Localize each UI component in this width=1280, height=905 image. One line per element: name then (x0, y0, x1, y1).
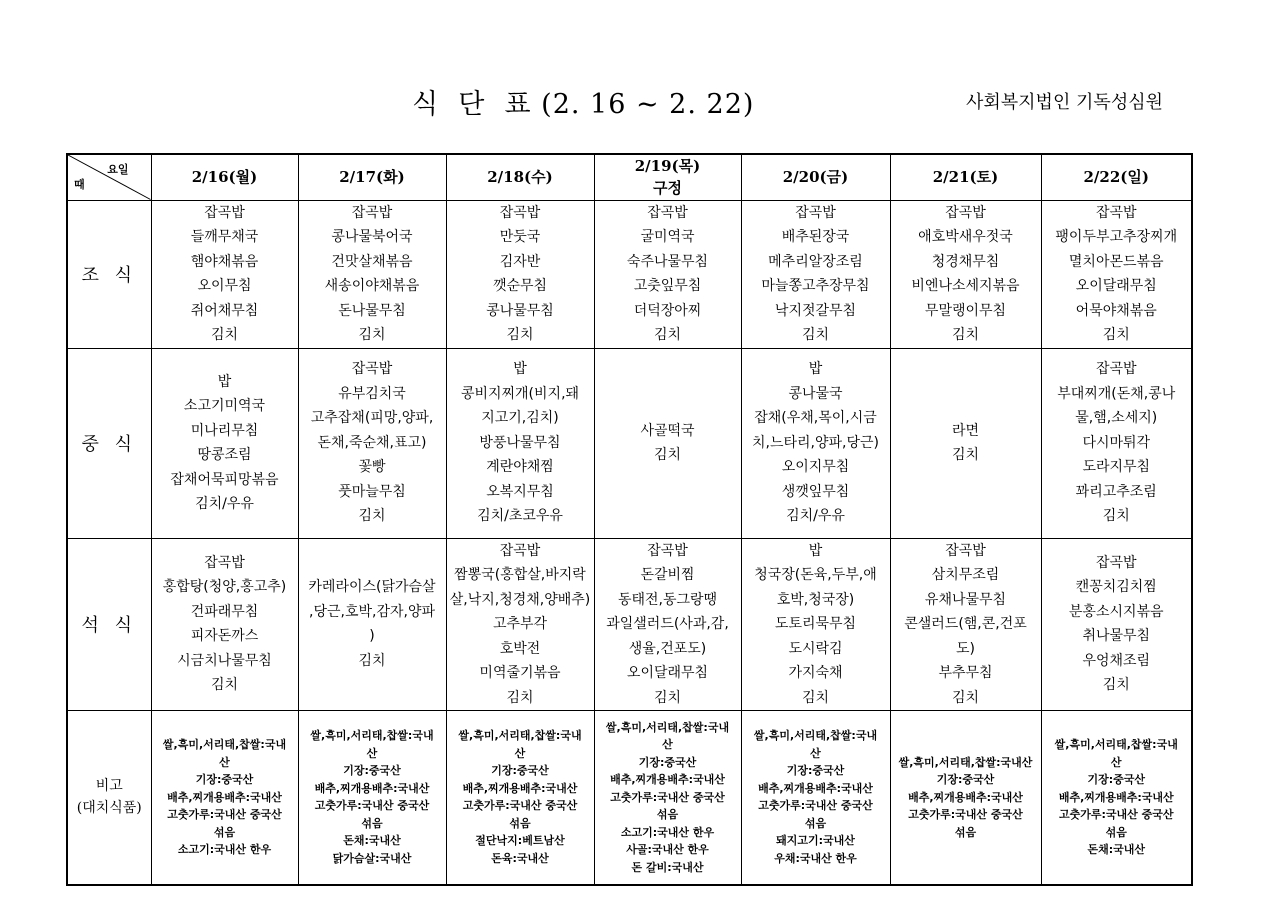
cell-line: 섞음 (509, 816, 531, 830)
cell-line: 섞음 (804, 816, 827, 830)
cell-line: 고추잡채(피망,양파, (310, 410, 434, 427)
cell-line: 과일샐러드(사과,감, (606, 616, 729, 632)
dinner-cell (298, 538, 446, 711)
breakfast-cell (1041, 200, 1192, 348)
cell-line: 방풍나물무침 (479, 434, 561, 451)
day-header-text: 2/21(토) (932, 168, 999, 187)
cell-line: 라면 (951, 422, 980, 439)
cell-line: 김치 (801, 327, 830, 343)
cell-line: 돼지고기:국내산 (776, 834, 855, 848)
cell-line: 콩나물무침 (486, 302, 554, 319)
cell-line: 김치/우유 (195, 496, 254, 512)
cell-line: 지고기,김치) (481, 410, 559, 427)
cell-line: 도시락김 (788, 640, 843, 657)
notes-label-text: 비고 (95, 778, 123, 795)
cell-line: 물,햄,소세지) (1075, 410, 1158, 427)
day-header (151, 154, 298, 200)
origin-note-cell (298, 711, 446, 885)
cell-line: 가지숙채 (788, 665, 843, 681)
cell-line: 우채:국내산 한우 (774, 851, 857, 865)
cell-line: 김자반 (499, 253, 541, 270)
cell-line: 시금치나물무침 (177, 652, 272, 669)
day-header (594, 154, 741, 200)
cell-line: 쌀,흑미,서리태,찹쌀:국내 (162, 738, 287, 751)
cell-line: 숙주나물무침 (626, 253, 709, 270)
cell-line: 고춧가루:국내산 중국산 (314, 799, 430, 813)
cell-line: 김치 (653, 689, 682, 706)
cell-line: 기장:중국산 (491, 764, 549, 778)
lunch-cell (298, 348, 446, 538)
cell-line: 산 (219, 755, 230, 769)
cell-line: 밥 (808, 361, 823, 378)
cell-line: 풋마늘무침 (338, 483, 406, 500)
cell-line: 고춧가루:국내산 중국산 (610, 790, 725, 804)
cell-line: 밥 (808, 542, 823, 559)
cell-line: 배추된장국 (781, 229, 850, 245)
lunch-row (67, 348, 1192, 538)
cell-line: 소고기:국내산 한우 (620, 825, 715, 839)
cell-line: 김치 (506, 327, 534, 343)
cell-line: 무말랭이무침 (924, 302, 1007, 319)
cell-line: 콘샐러드(햄,콘,건포 (904, 616, 1027, 632)
cell-line: 사골:국내산 한우 (626, 843, 709, 856)
origin-note-cell (741, 711, 890, 885)
cell-line: 건맛살채볶음 (331, 253, 413, 270)
cell-line: 홍합탕(청양,홍고추) (162, 579, 287, 596)
corner-day-label: 요일 (107, 163, 129, 176)
cell-line: 김치/우유 (786, 508, 845, 525)
cell-line: 생깻잎무침 (781, 483, 850, 500)
cell-line: 도) (956, 640, 975, 657)
cell-line: 잡곡밥 (1095, 554, 1137, 571)
cell-line: 잡곡밥 (351, 361, 393, 378)
cell-line: 김치 (951, 327, 980, 343)
breakfast-cell (594, 200, 741, 348)
breakfast-cell (741, 200, 890, 348)
dinner-cell (594, 538, 741, 711)
day-header (298, 154, 446, 200)
cell-line: 배추,찌개용배추:국내산 (610, 773, 725, 786)
cell-line: 다시마튀각 (1082, 434, 1151, 451)
cell-line: 김치 (210, 677, 239, 694)
day-header-text: 2/22(일) (1083, 168, 1149, 187)
cell-line: 산 (366, 746, 378, 760)
breakfast-row (67, 200, 1192, 348)
cell-line: 쥐어채무침 (190, 302, 259, 319)
cell-line: 잡곡밥 (647, 542, 688, 559)
cell-line: 배추,찌개용배추:국내산 (758, 781, 873, 795)
cell-line: 호박,청국장) (776, 591, 855, 608)
cell-line: 깻순무침 (492, 278, 548, 294)
cell-line: 꽃빵 (358, 459, 386, 476)
cell-line: 카레라이스(닭가슴살 (308, 579, 436, 596)
cell-line: ) (369, 628, 375, 645)
cell-line: 미나리무침 (190, 422, 259, 439)
cell-line: 섞음 (361, 816, 383, 830)
dinner-cell (151, 538, 298, 711)
cell-line: 쌀,흑미,서리태,찹쌀:국내 (310, 729, 434, 743)
cell-line: 미역줄기볶음 (479, 665, 561, 681)
notes-row (67, 711, 1192, 885)
cell-line: 취나물무침 (1082, 628, 1151, 645)
cell-line: 절단낙지:베트남산 (475, 834, 565, 848)
cell-line: 기장:중국산 (786, 764, 845, 778)
cell-line: 돈육:국내산 (491, 851, 549, 865)
day-header-text: 2/20(금) (782, 168, 849, 187)
cell-line: 굴미역국 (640, 229, 695, 245)
cell-line: 오이지무침 (781, 459, 850, 476)
breakfast-cell (446, 200, 594, 348)
cell-line: 닭가슴살:국내산 (332, 851, 412, 865)
cell-line: 애호박새우젓국 (918, 229, 1013, 245)
cell-line: 낙지젓갈무침 (774, 302, 857, 319)
day-header (1041, 154, 1192, 200)
dinner-cell (1041, 538, 1192, 711)
cell-line: 김치 (1102, 327, 1130, 343)
cell-line: 김치 (506, 689, 534, 706)
cell-line: 배추,찌개용배추:국내산 (1058, 790, 1174, 804)
cell-line: 김치 (951, 447, 980, 463)
day-header-text: 2/18(수) (487, 168, 553, 187)
notes-label (67, 711, 151, 885)
cell-line: 기장:중국산 (936, 773, 995, 786)
cell-line: 잡곡밥 (351, 204, 393, 221)
breakfast-cell (890, 200, 1041, 348)
origin-note-cell (890, 711, 1041, 885)
cell-line: 분홍소시지볶음 (1068, 603, 1164, 620)
cell-line: 오복지무침 (486, 483, 554, 500)
cell-line: 건파래무침 (190, 603, 259, 620)
cell-line: 더덕장아찌 (633, 302, 702, 319)
breakfast-cell (151, 200, 298, 348)
cell-line: 고춧가루:국내산 중국산 (908, 808, 1023, 821)
dinner-cell (890, 538, 1041, 711)
cell-line: 계란야채찜 (486, 459, 554, 476)
cell-line: 사골떡국 (640, 422, 695, 439)
cell-line: 기장:중국산 (343, 764, 401, 778)
day-header (446, 154, 594, 200)
corner-meal-label: 때 (74, 177, 85, 191)
cell-line: 오이달래무침 (1075, 278, 1157, 294)
cell-line: 잡곡밥 (945, 542, 986, 559)
cell-line: 소고기미역국 (183, 398, 266, 414)
cell-line: 잡채(우채,목이,시금 (754, 410, 877, 427)
cell-line: 김치 (653, 447, 682, 463)
cell-line: 팽이두부고추장찌개 (1055, 229, 1178, 245)
cell-line: 도라지무침 (1082, 459, 1151, 476)
cell-line: 생율,건포도) (628, 640, 707, 657)
lunch-cell (1041, 348, 1192, 538)
cell-line: 쌀,흑미,서리태,찹쌀:국내 (753, 729, 878, 743)
notes-label-text: (대치식품) (76, 800, 142, 817)
header-row (67, 154, 1192, 200)
cell-line: 기장:중국산 (638, 755, 697, 769)
cell-line: 잡곡밥 (499, 204, 541, 221)
cell-line: ,당근,호박,감자,양파 (309, 603, 435, 620)
cell-line: 콩나물북어국 (331, 229, 413, 245)
cell-line: 치,느타리,양파,당근) (751, 434, 879, 451)
organization-name: 사회복지법인 기독성심원 (966, 92, 1163, 113)
cell-line: 고춧가루:국내산 중국산 (462, 799, 578, 813)
cell-line: 만둣국 (499, 229, 541, 245)
lunch-cell (151, 348, 298, 538)
lunch-cell (446, 348, 594, 538)
cell-line: 땅콩조림 (197, 447, 252, 463)
cell-line: 산 (514, 746, 526, 760)
day-header-text: 구정 (653, 179, 682, 198)
cell-line: 잡곡밥 (1095, 361, 1137, 378)
cell-line: 꽈리고추조림 (1075, 483, 1157, 500)
cell-line: 고춧가루:국내산 중국산 (1059, 808, 1174, 821)
cell-line: 김치 (358, 508, 386, 525)
dinner-cell (741, 538, 890, 711)
cell-line: 쌀,흑미,서리태,찹쌀:국내 (1054, 738, 1178, 751)
cell-line: 오이무침 (197, 278, 252, 294)
cell-line: 잡곡밥 (204, 204, 245, 221)
cell-line: 섞음 (1105, 825, 1127, 839)
cell-line: 배추,찌개용배추:국내산 (167, 790, 282, 804)
breakfast-label: 조 식 (67, 200, 151, 348)
cell-line: 잡곡밥 (647, 204, 688, 221)
page-title: 식 단 표 (2. 16 ~ 2. 22) (412, 89, 755, 120)
cell-line: 비엔나소세지볶음 (911, 278, 1020, 294)
lunch-cell (890, 348, 1041, 538)
cell-line: 기장:중국산 (195, 773, 254, 786)
lunch-label: 중 식 (67, 348, 151, 538)
cell-line: 돈채:국내산 (1087, 843, 1146, 856)
cell-line: 고춧잎무침 (633, 278, 702, 294)
cell-line: 김치 (210, 327, 239, 343)
cell-line: 잡채어묵피망볶음 (170, 471, 279, 488)
cell-line: 김치/초코우유 (477, 508, 563, 525)
cell-line: 호박전 (499, 640, 541, 657)
cell-line: 소고기:국내산 한우 (177, 843, 272, 856)
lunch-cell (741, 348, 890, 538)
cell-line: 잡곡밥 (204, 554, 245, 571)
day-header (890, 154, 1041, 200)
day-header-text: 2/19(목) (634, 157, 701, 176)
menu-table (66, 153, 1193, 886)
cell-line: 짬뽕국(홍합살,바지락 (454, 567, 586, 583)
lunch-cell (594, 348, 741, 538)
cell-line: 도토리묵무침 (774, 616, 857, 632)
cell-line: 김치 (1102, 677, 1130, 694)
cell-line: 돈나물무침 (338, 302, 406, 319)
cell-line: 돈 갈비:국내산 (631, 860, 704, 874)
cell-line: 김치 (801, 689, 830, 706)
day-header-text: 2/16(월) (191, 168, 258, 187)
cell-line: 삼치무조림 (931, 567, 1000, 583)
cell-line: 배추,찌개용배추:국내산 (908, 790, 1023, 804)
dinner-cell (446, 538, 594, 711)
cell-line: 쌀,흑미,서리태,찹쌀:국내 (458, 729, 582, 743)
origin-note-cell (446, 711, 594, 885)
cell-line: 들깨무채국 (190, 229, 259, 245)
cell-line: 우엉채조림 (1082, 652, 1151, 669)
cell-line: 김치 (1102, 508, 1130, 525)
cell-line: 잡곡밥 (499, 542, 541, 559)
cell-line: 김치 (653, 327, 682, 343)
cell-line: 돈갈비찜 (640, 567, 695, 583)
cell-line: 배추,찌개용배추:국내산 (314, 781, 430, 795)
cell-line: 마늘쫑고추장무침 (761, 278, 870, 294)
day-header (741, 154, 890, 200)
cell-line: 피자돈까스 (190, 628, 259, 645)
origin-note-cell (1041, 711, 1192, 885)
cell-line: 어묵야채볶음 (1075, 302, 1157, 319)
cell-line: 메추리알장조림 (768, 253, 863, 270)
cell-line: 김치 (951, 689, 980, 706)
cell-line: 산 (810, 746, 821, 760)
dinner-label: 석 식 (67, 538, 151, 711)
cell-line: 김치 (358, 327, 386, 343)
cell-line: 잡곡밥 (795, 204, 836, 221)
corner-cell (67, 154, 151, 200)
cell-line: 콩비지찌개(비지,돼 (460, 385, 580, 402)
cell-line: 밥 (513, 361, 527, 378)
cell-line: 고춧가루:국내산 중국산 (758, 799, 873, 813)
cell-line: 햄야채볶음 (190, 253, 259, 270)
cell-line: 오이달래무침 (626, 665, 709, 681)
cell-line: 유부김치국 (338, 385, 406, 402)
cell-line: 돈채:국내산 (343, 834, 401, 848)
cell-line: 쌀,흑미,서리태,찹쌀:국내 (605, 720, 730, 734)
cell-line: 동태전,동그랑땡 (617, 591, 718, 608)
cell-line: 청경채무침 (931, 253, 1000, 270)
cell-line: 기장:중국산 (1087, 773, 1146, 786)
breakfast-cell (298, 200, 446, 348)
cell-line: 산 (1110, 755, 1122, 769)
cell-line: 잡곡밥 (945, 204, 986, 221)
cell-line: 멸치아몬드볶음 (1068, 253, 1164, 270)
cell-line: 쌀,흑미,서리태,찹쌀:국내산 (898, 755, 1033, 769)
cell-line: 돈채,죽순채,표고) (317, 434, 427, 451)
origin-note-cell (151, 711, 298, 885)
cell-line: 새송이야채볶음 (324, 278, 420, 294)
cell-line: 고춧가루:국내산 중국산 (167, 808, 282, 821)
dinner-row (67, 538, 1192, 711)
cell-line: 부대찌개(돈채,콩나 (1057, 385, 1176, 402)
origin-note-cell (594, 711, 741, 885)
cell-line: 산 (662, 738, 673, 751)
cell-line: 밥 (217, 373, 232, 390)
cell-line: 섞음 (656, 808, 679, 821)
cell-line: 고추부각 (492, 616, 548, 632)
cell-line: 섞음 (954, 825, 977, 839)
cell-line: 김치 (358, 652, 386, 669)
cell-line: 부추무침 (938, 665, 993, 681)
cell-line: 섞음 (213, 825, 236, 839)
cell-line: 배추,찌개용배추:국내산 (462, 781, 578, 795)
cell-line: 유채나물무침 (924, 591, 1007, 608)
cell-line: 잡곡밥 (1095, 204, 1137, 221)
cell-line: 살,낙지,청경채,양배추) (449, 591, 591, 608)
cell-line: 콩나물국 (788, 385, 843, 402)
day-header-text: 2/17(화) (339, 168, 405, 187)
cell-line: 청국장(돈육,두부,애 (754, 567, 877, 583)
cell-line: 캔꽁치김치찜 (1075, 579, 1157, 596)
